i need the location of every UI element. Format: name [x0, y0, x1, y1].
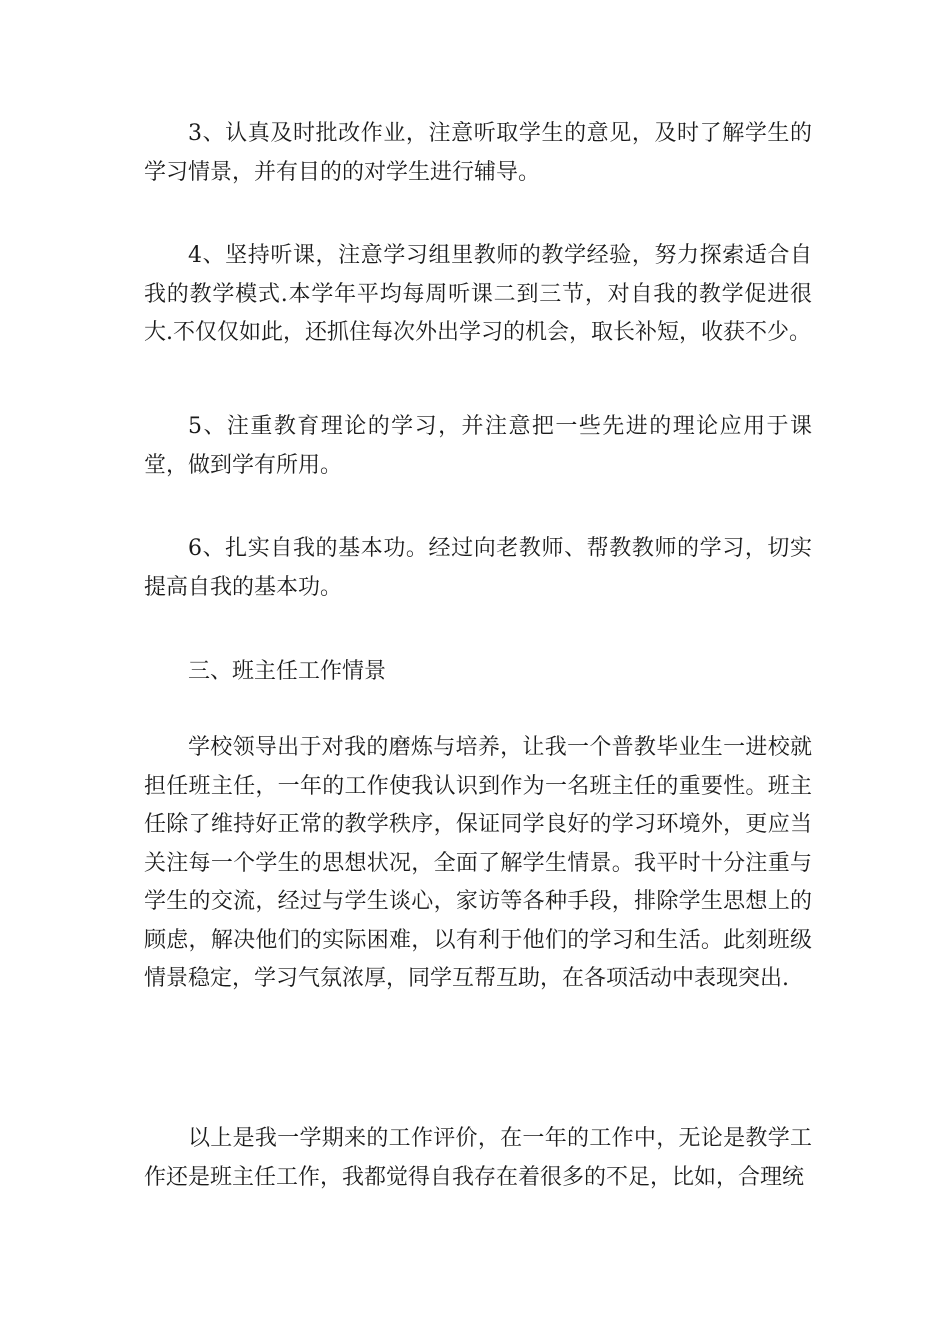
paragraph-item-4: 4、坚持听课，注意学习组里教师的教学经验，努力探索适合自我的教学模式.本学年平均每周听课二到三节，对自我的教学促进很大.不仅仅如此，还抓住每次外出学习的机会，取长补短，收获不少。: [144, 243, 812, 345]
section-heading-class-teacher: 三、班主任工作情景: [188, 659, 387, 684]
paragraph-item-6: 6、扎实自我的基本功。经过向老教师、帮教教师的学习，切实提高自我的基本功。: [144, 536, 812, 600]
paragraph-summary: 以上是我一学期来的工作评价，在一年的工作中，无论是教学工作还是班主任工作，我都觉得自我存在着很多的不足，比如，合理统: [144, 1126, 812, 1190]
paragraph-class-teacher-work: 学校领导出于对我的磨炼与培养，让我一个普教毕业生一进校就担任班主任，一年的工作使我认识到作为一名班主任的重要性。班主任除了维持好正常的教学秩序，保证同学良好的学习环境外，更应当关注每一个学生的思想状况，全面了解学生情景。我平时十分注重与学生的交流，经过与学生谈心，家访等各种手段，排除学生思想上的顾虑，解决他们的实际困难，以有利于他们的学习和生活。此刻班级情景稳定，学习气氛浓厚，同学互帮互助，在各项活动中表现突出.: [144, 735, 812, 991]
paragraph-item-3: 3、认真及时批改作业，注意听取学生的意见，及时了解学生的学习情景，并有目的的对学生进行辅导。: [144, 121, 812, 185]
paragraph-item-5: 5、注重教育理论的学习，并注意把一些先进的理论应用于课堂，做到学有所用。: [144, 414, 812, 478]
